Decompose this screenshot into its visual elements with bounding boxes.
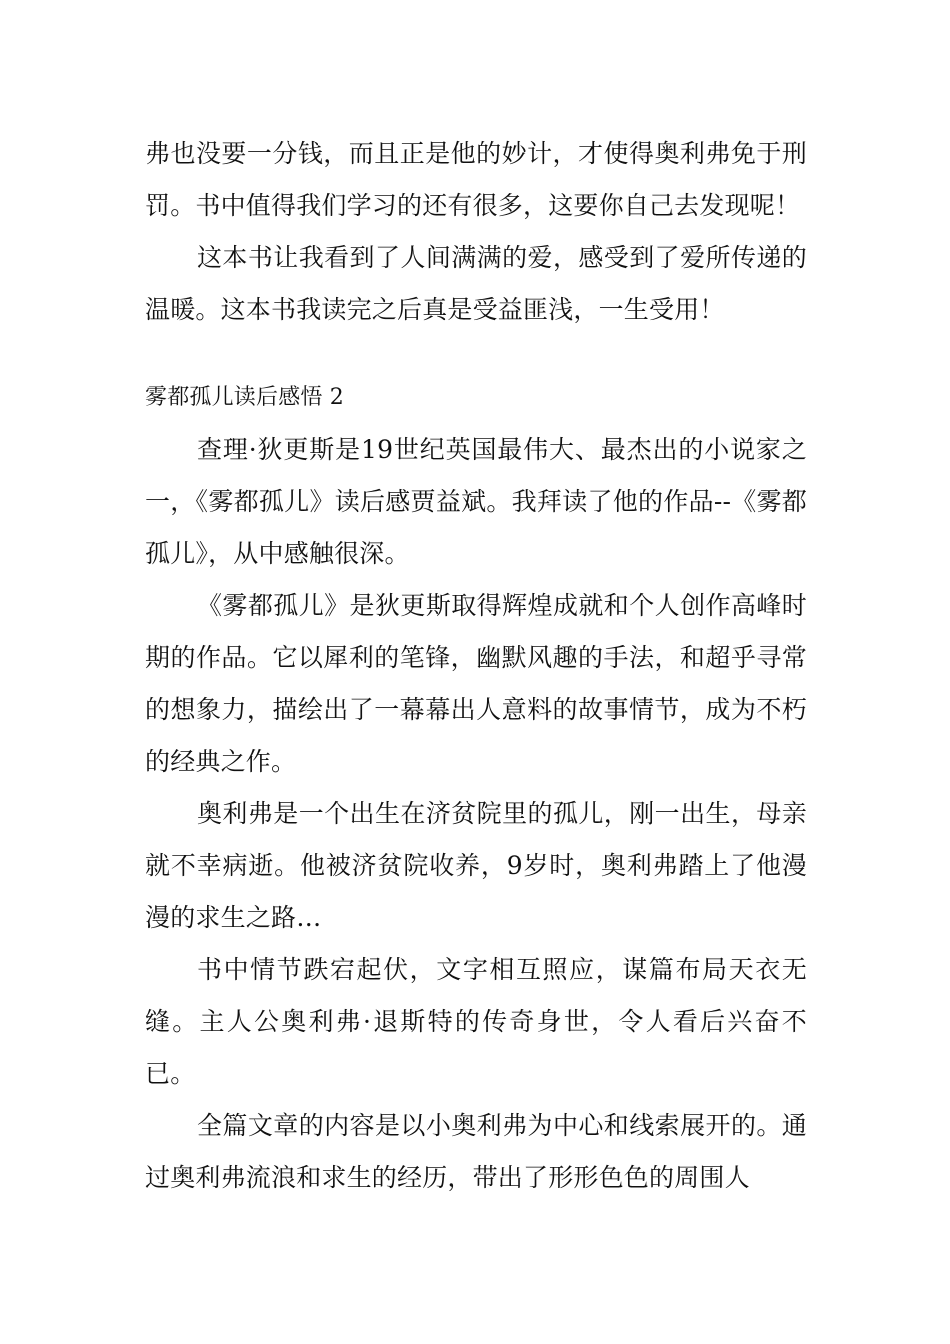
document-body bbox=[145, 128, 807, 1204]
paragraph-work: 《雾都孤儿》是狄更斯取得辉煌成就和个人创作高峰时期的作品。它以犀利的笔锋，幽默风趣的手法，和超乎寻常的想象力，描绘出了一幕幕出人意料的故事情节，成为不朽的经典之作。 bbox=[145, 591, 807, 776]
paragraph-intro: 查理·狄更斯是19世纪英国最伟大、最杰出的小说家之一，《雾都孤儿》读后感贾益斌。我拜读了他的作品--《雾都孤儿》，从中感触很深。 bbox=[145, 435, 807, 568]
paragraph-protagonist: 奥利弗是一个出生在济贫院里的孤儿，刚一出生，母亲就不幸病逝。他被济贫院收养，9岁时，奥利弗踏上了他漫漫的求生之路… bbox=[145, 799, 807, 932]
paragraph-plot: 书中情节跌宕起伏，文字相互照应，谋篇布局天衣无缝。主人公奥利弗·退斯特的传奇身世，令人看后兴奋不已。 bbox=[145, 955, 807, 1088]
paragraph-conclusion: 这本书让我看到了人间满满的爱，感受到了爱所传递的温暖。这本书我读完之后真是受益匪浅，一生受用！ bbox=[145, 243, 807, 324]
paragraph-continued: 弗也没要一分钱，而且正是他的妙计，才使得奥利弗免于刑罚。书中值得我们学习的还有很多，这要你自己去发现呢！ bbox=[145, 139, 807, 220]
section-title: 雾都孤儿读后感悟 2 bbox=[145, 385, 344, 410]
paragraph-content: 全篇文章的内容是以小奥利弗为中心和线索展开的。通过奥利弗流浪和求生的经历，带出了形形色色的周围人 bbox=[145, 1111, 807, 1192]
